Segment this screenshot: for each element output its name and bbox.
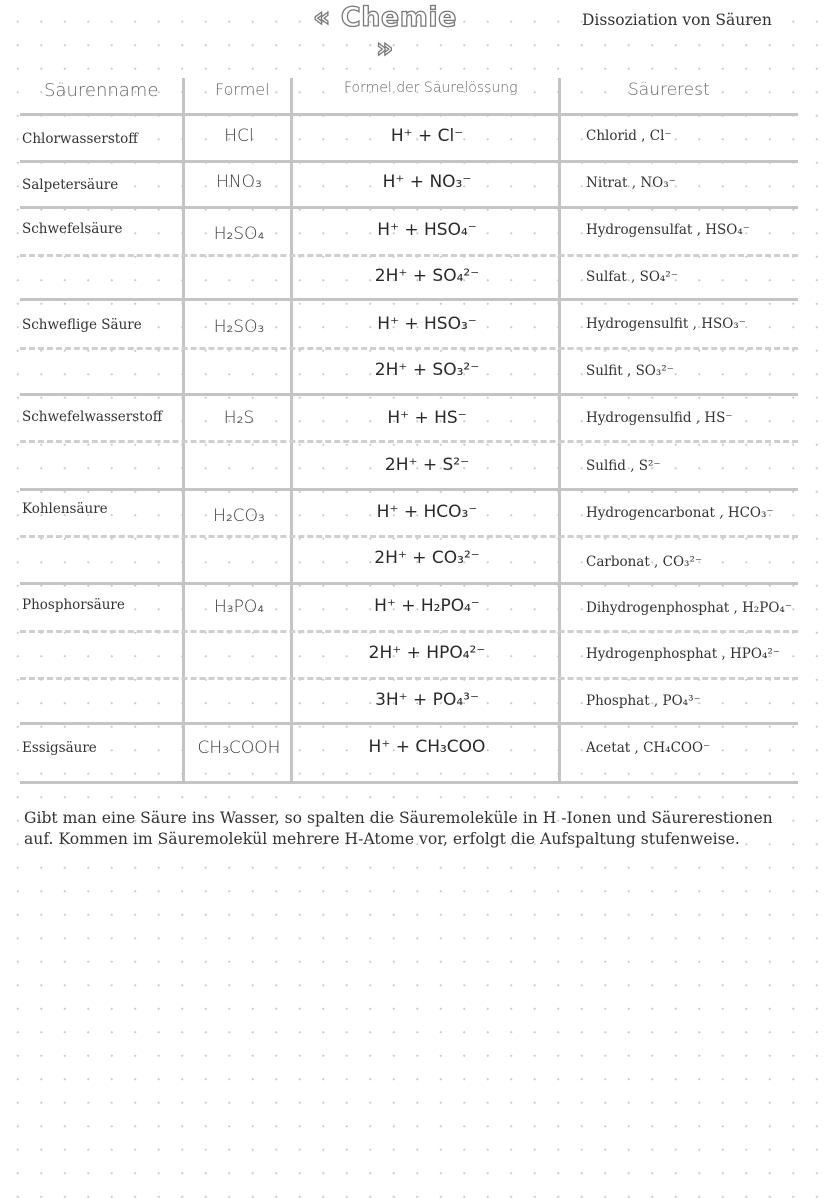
subject-heading: Dissoziation von Säuren <box>582 11 772 29</box>
row-divider-dashed <box>20 440 798 443</box>
acid-formula: H₂S <box>223 408 255 428</box>
column-header-acid-name: Säurenname <box>44 80 159 101</box>
solution-formula: 2H⁺ + SO₃²⁻ <box>374 360 480 380</box>
acid-formula: H₃PO₄ <box>213 597 265 617</box>
row-divider-dashed <box>20 535 798 538</box>
row-divider <box>20 160 798 163</box>
acid-name: Schwefelsäure <box>22 221 123 237</box>
solution-formula: 3H⁺ + PO₄³⁻ <box>375 690 479 710</box>
row-divider <box>20 582 798 585</box>
row-divider <box>20 393 798 396</box>
acid-name: Salpetersäure <box>22 177 119 193</box>
acid-name: Kohlensäure <box>22 501 108 517</box>
acid-formula: CH₃COOH <box>197 738 281 758</box>
acid-residue: Phosphat , PO₄³⁻ <box>586 693 701 709</box>
solution-formula: H⁺ + HS⁻ <box>387 408 467 428</box>
solution-formula: 2H⁺ + HPO₄²⁻ <box>368 643 486 663</box>
acid-name: Phosphorsäure <box>22 597 125 613</box>
acid-formula: H₂CO₃ <box>213 506 265 526</box>
row-divider <box>20 113 798 116</box>
row-divider-dashed <box>20 677 798 680</box>
column-header-acid-residue: Säurerest <box>628 80 710 100</box>
solution-formula: H⁺ + Cl⁻ <box>390 126 464 146</box>
acid-name: Essigsäure <box>22 740 97 756</box>
acid-residue: Hydrogensulfid , HS⁻ <box>586 410 733 426</box>
acid-residue: Hydrogenphosphat , HPO₄²⁻ <box>586 646 780 662</box>
row-divider <box>20 488 798 491</box>
row-divider-dashed <box>20 254 798 257</box>
acid-formula: HCl <box>224 126 254 146</box>
solution-formula: H⁺ + CH₃COO <box>368 737 486 757</box>
row-divider-dashed <box>20 630 798 633</box>
solution-formula: 2H⁺ + S²⁻ <box>384 455 470 475</box>
acid-formula: H₂SO₄ <box>213 224 265 244</box>
solution-formula: 2H⁺ + SO₄²⁻ <box>374 266 480 286</box>
solution-formula: H⁺ + NO₃⁻ <box>382 172 472 192</box>
acid-residue: Hydrogencarbonat , HCO₃⁻ <box>586 505 774 521</box>
acid-residue: Nitrat , NO₃⁻ <box>586 175 676 191</box>
acid-formula: H₂SO₃ <box>213 317 265 337</box>
acid-residue: Hydrogensulfat , HSO₄⁻ <box>586 222 750 238</box>
acid-residue: Dihydrogenphosphat , H₂PO₄⁻ <box>586 600 792 616</box>
solution-formula: H⁺ + H₂PO₄⁻ <box>374 596 480 616</box>
acid-residue: Hydrogensulfit , HSO₃⁻ <box>586 316 746 332</box>
acid-formula: HNO₃ <box>216 172 262 192</box>
acid-residue: Acetat , CH₄COO⁻ <box>586 740 711 756</box>
solution-formula: H⁺ + HCO₃⁻ <box>376 502 478 522</box>
explanation-paragraph: Gibt man eine Säure ins Wasser, so spalten die Säuremoleküle in H -Ionen und Säurerestionen auf. Kommen im Säuremolekül mehrere H-Atome vor, erfolgt die Aufspaltung stufenweise. <box>24 809 773 848</box>
row-divider <box>20 298 798 301</box>
row-divider <box>20 781 798 784</box>
solution-formula: H⁺ + HSO₃⁻ <box>377 314 477 334</box>
solution-formula: 2H⁺ + CO₃²⁻ <box>374 548 480 568</box>
acid-name: Schweflige Säure <box>22 317 142 333</box>
acid-residue: Sulfat , SO₄²⁻ <box>586 269 678 285</box>
acid-residue: Sulfit , SO₃²⁻ <box>586 363 674 379</box>
row-divider-dashed <box>20 347 798 350</box>
row-divider <box>20 206 798 209</box>
page-title: « Chemie » <box>313 2 457 64</box>
acid-residue: Chlorid , Cl⁻ <box>586 128 672 144</box>
acid-residue: Carbonat , CO₃²⁻ <box>586 554 702 570</box>
column-header-solution-formula: Formel der Säurelössung <box>344 80 518 96</box>
acid-residue: Sulfid , S²⁻ <box>586 458 661 474</box>
acid-name: Chlorwasserstoff <box>22 131 138 147</box>
acid-name: Schwefelwasserstoff <box>22 409 163 425</box>
solution-formula: H⁺ + HSO₄⁻ <box>377 220 477 240</box>
column-header-formula: Formel <box>215 80 270 99</box>
row-divider <box>20 722 798 725</box>
